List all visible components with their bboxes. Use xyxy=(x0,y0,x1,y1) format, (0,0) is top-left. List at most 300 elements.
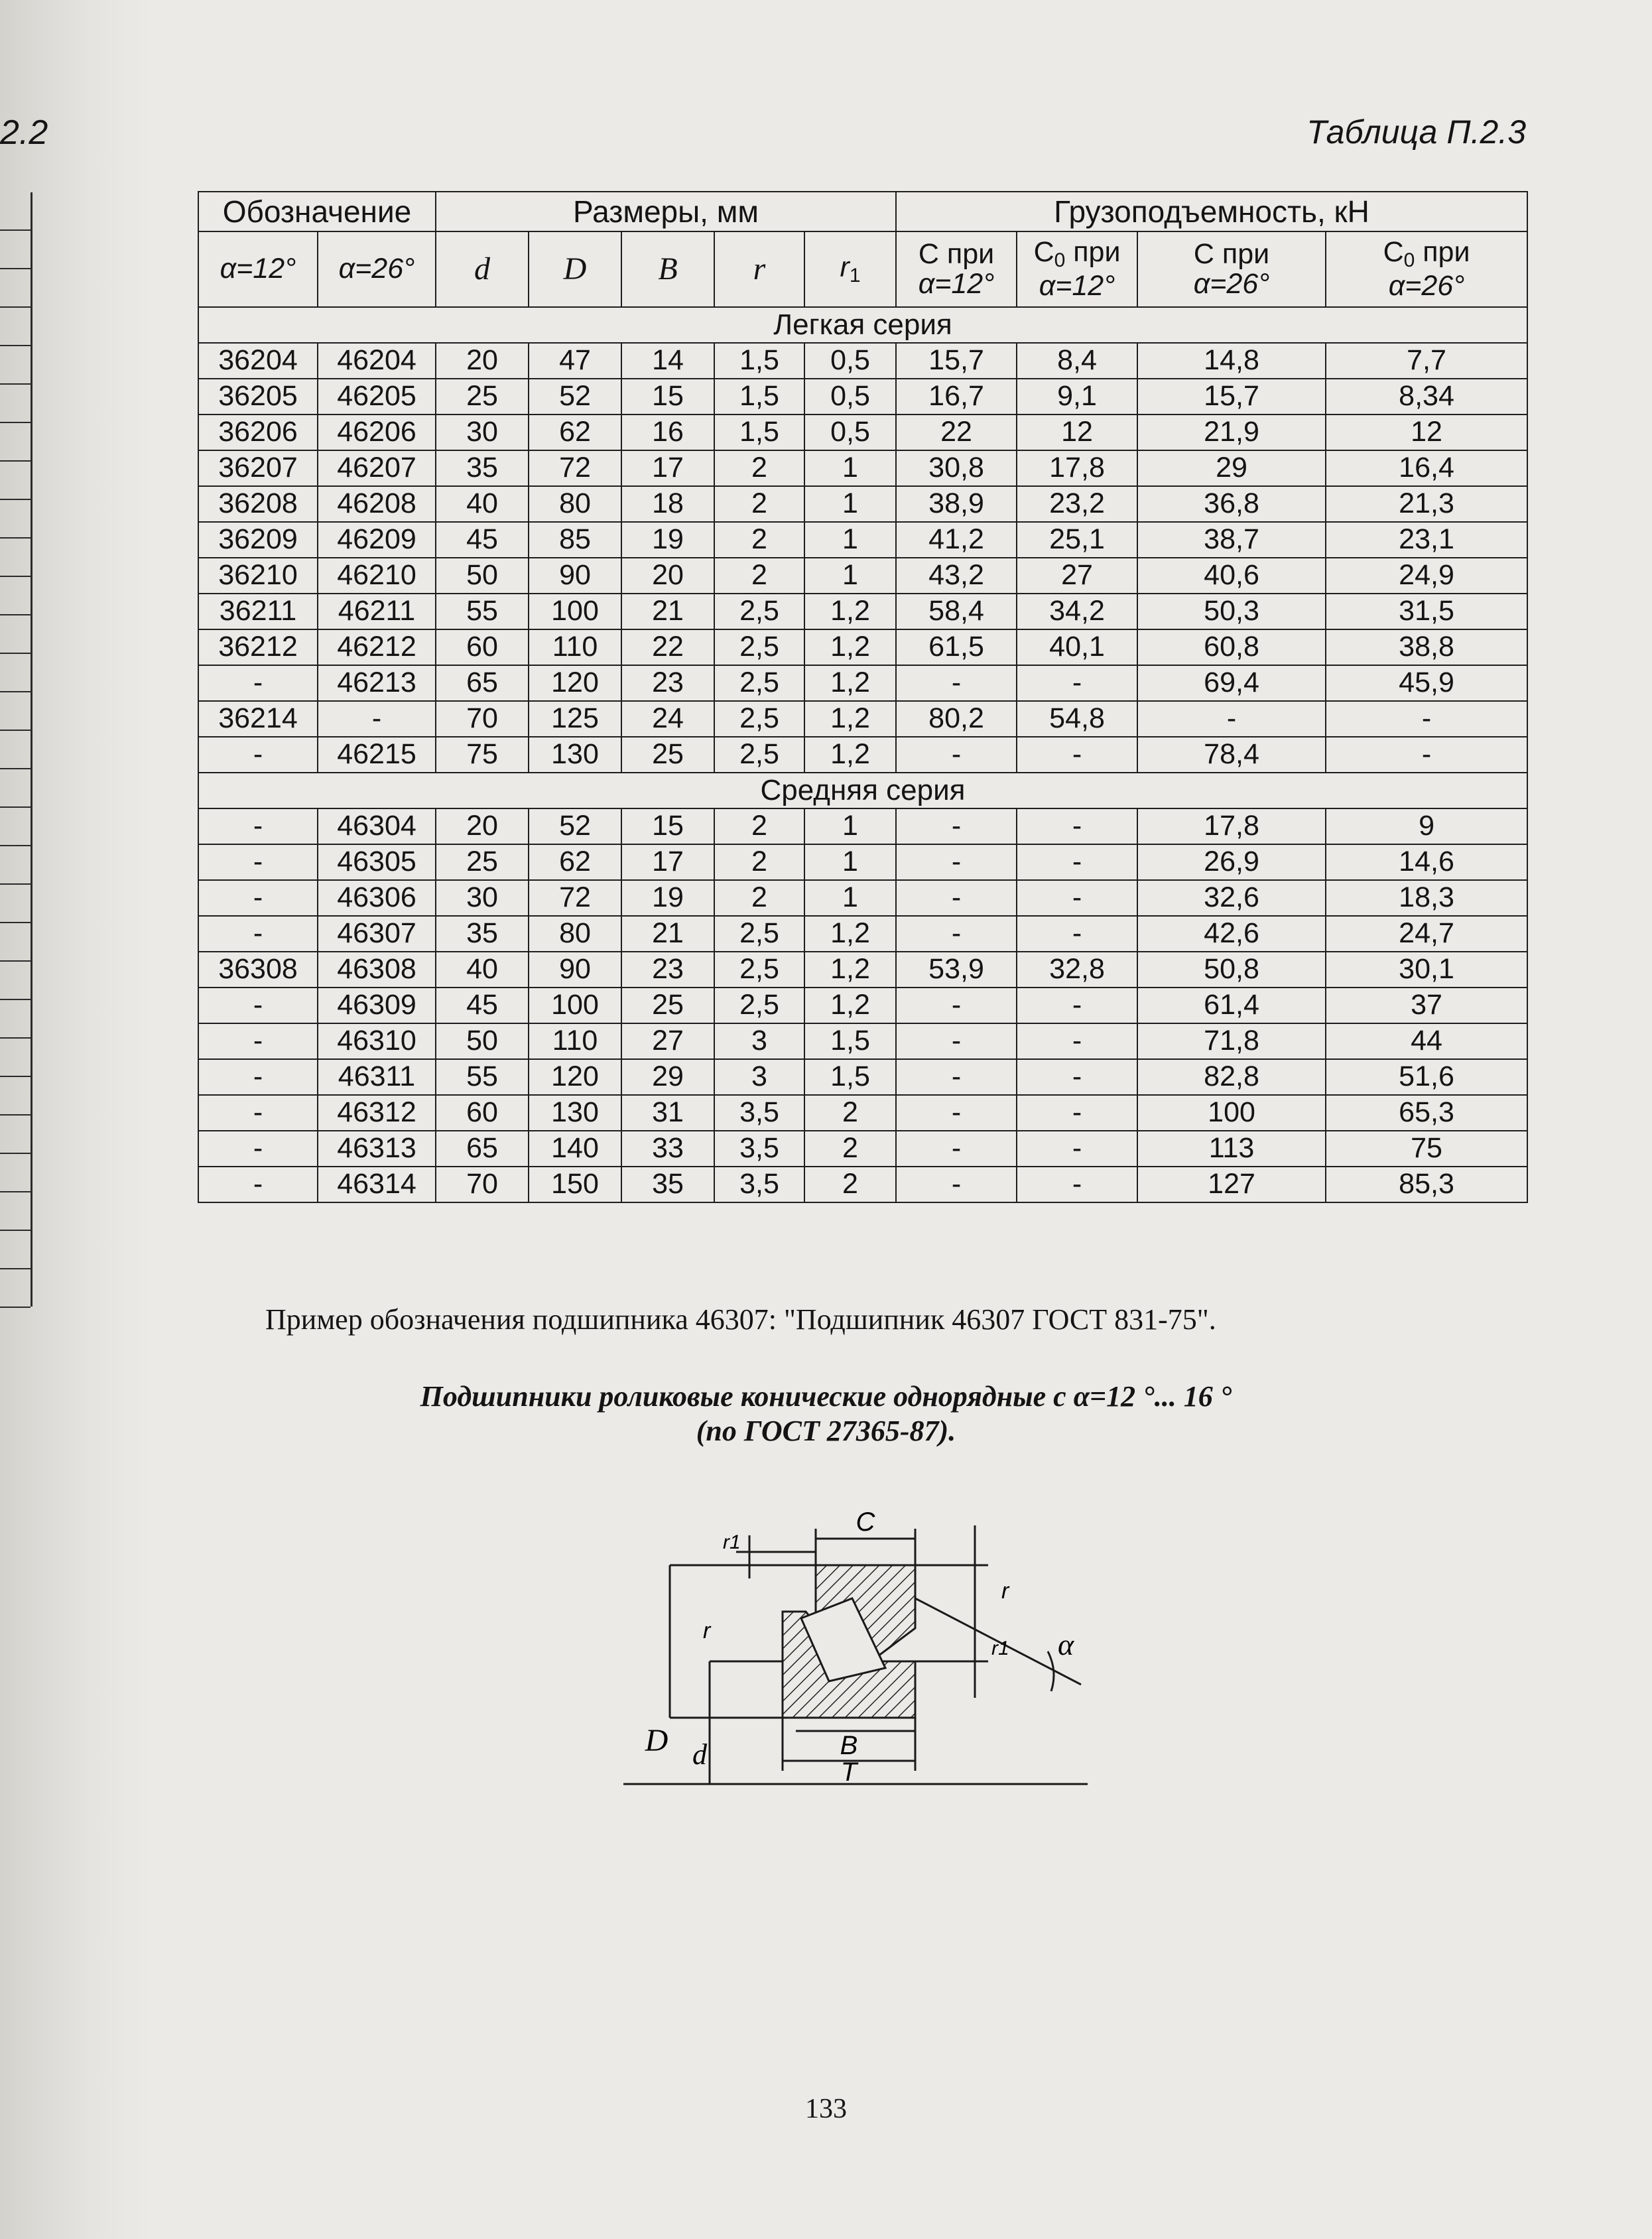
cell-designation-a26: 46204 xyxy=(318,343,436,379)
cell-c-12: - xyxy=(896,1167,1017,1202)
cell-c-26: 40,6 xyxy=(1137,558,1326,594)
previous-page-table-fragment xyxy=(0,192,32,1307)
cell-D: 90 xyxy=(529,952,621,988)
table-row xyxy=(198,1167,1527,1202)
cell-c-26: 26,9 xyxy=(1137,844,1326,880)
cell-c0-26: 7,7 xyxy=(1326,343,1527,379)
cell-c-12: - xyxy=(896,737,1017,773)
cell-r: 2 xyxy=(714,844,804,880)
cell-B: 20 xyxy=(621,558,714,594)
cell-r1: 0,5 xyxy=(804,379,896,415)
cell-d: 20 xyxy=(436,343,529,379)
cell-r1: 1 xyxy=(804,522,896,558)
cell-c-26: 50,3 xyxy=(1137,594,1326,629)
diagram-label-r-inner: r xyxy=(703,1618,711,1643)
diagram-label-B: B xyxy=(840,1731,858,1760)
cell-c-12: - xyxy=(896,988,1017,1023)
cell-B: 24 xyxy=(621,701,714,737)
cell-B: 15 xyxy=(621,808,714,844)
cell-B: 21 xyxy=(621,594,714,629)
cell-D: 52 xyxy=(529,808,621,844)
cell-d: 55 xyxy=(436,1059,529,1095)
cell-c-26: 100 xyxy=(1137,1095,1326,1131)
previous-page-label-fragment: 2.2 xyxy=(0,113,48,152)
cell-r: 3 xyxy=(714,1059,804,1095)
cell-designation-a12: 36208 xyxy=(198,486,318,522)
cell-r: 2,5 xyxy=(714,629,804,665)
cell-c0-12: 27 xyxy=(1017,558,1137,594)
cell-B: 25 xyxy=(621,988,714,1023)
table-row xyxy=(198,1095,1527,1131)
table-row xyxy=(198,916,1527,952)
table-row xyxy=(198,522,1527,558)
cell-c0-12: - xyxy=(1017,808,1137,844)
cell-B: 15 xyxy=(621,379,714,415)
cell-c0-12: - xyxy=(1017,1059,1137,1095)
cell-c0-12: 12 xyxy=(1017,415,1137,450)
cell-c-26: 15,7 xyxy=(1137,379,1326,415)
cell-designation-a12: 36206 xyxy=(198,415,318,450)
cell-r1: 1 xyxy=(804,844,896,880)
cell-c-26: - xyxy=(1137,701,1326,737)
cell-c0-26: 51,6 xyxy=(1326,1059,1527,1095)
cell-r1: 1 xyxy=(804,558,896,594)
cell-designation-a26: 46209 xyxy=(318,522,436,558)
cell-B: 25 xyxy=(621,737,714,773)
cell-r1: 0,5 xyxy=(804,343,896,379)
cell-d: 20 xyxy=(436,808,529,844)
cell-c-12: 15,7 xyxy=(896,343,1017,379)
cell-D: 72 xyxy=(529,880,621,916)
cell-c0-12: - xyxy=(1017,1167,1137,1202)
cell-c0-26: 8,34 xyxy=(1326,379,1527,415)
cell-designation-a12: - xyxy=(198,880,318,916)
cell-r: 1,5 xyxy=(714,343,804,379)
table-row xyxy=(198,844,1527,880)
cell-r: 3,5 xyxy=(714,1131,804,1167)
cell-B: 14 xyxy=(621,343,714,379)
cell-B: 18 xyxy=(621,486,714,522)
cell-c-12: - xyxy=(896,665,1017,701)
cell-r: 1,5 xyxy=(714,415,804,450)
table-row xyxy=(198,1131,1527,1167)
designation-example: Пример обозначения подшипника 46307: "Подшипник 46307 ГОСТ 831-75". xyxy=(265,1303,1216,1336)
cell-c0-12: - xyxy=(1017,1095,1137,1131)
cell-d: 30 xyxy=(436,415,529,450)
cell-designation-a26: 46212 xyxy=(318,629,436,665)
cell-d: 65 xyxy=(436,665,529,701)
table-row xyxy=(198,415,1527,450)
cell-designation-a12: 36207 xyxy=(198,450,318,486)
cell-c-12: - xyxy=(896,1023,1017,1059)
cell-designation-a12: - xyxy=(198,737,318,773)
cell-r1: 1,2 xyxy=(804,916,896,952)
cell-d: 45 xyxy=(436,988,529,1023)
cell-D: 130 xyxy=(529,1095,621,1131)
cell-d: 60 xyxy=(436,629,529,665)
diagram-label-D: D xyxy=(645,1723,668,1758)
table-row xyxy=(198,594,1527,629)
table-row xyxy=(198,952,1527,988)
cell-c-12: - xyxy=(896,844,1017,880)
cell-r1: 1 xyxy=(804,486,896,522)
cell-D: 125 xyxy=(529,701,621,737)
cell-c0-12: 34,2 xyxy=(1017,594,1137,629)
cell-B: 21 xyxy=(621,916,714,952)
table-row xyxy=(198,808,1527,844)
cell-c-12: - xyxy=(896,1095,1017,1131)
table-row xyxy=(198,486,1527,522)
col-header-d: d xyxy=(436,231,529,307)
cell-designation-a12: - xyxy=(198,1095,318,1131)
cell-c0-12: - xyxy=(1017,665,1137,701)
cell-designation-a26: 46311 xyxy=(318,1059,436,1095)
cell-c0-12: - xyxy=(1017,1023,1137,1059)
cell-designation-a12: - xyxy=(198,1023,318,1059)
table-row xyxy=(198,665,1527,701)
cell-d: 70 xyxy=(436,701,529,737)
cell-r: 2,5 xyxy=(714,952,804,988)
cell-c-12: - xyxy=(896,916,1017,952)
cell-c0-26: 44 xyxy=(1326,1023,1527,1059)
cell-designation-a12: 36212 xyxy=(198,629,318,665)
cell-designation-a12: 36204 xyxy=(198,343,318,379)
cell-c-12: 58,4 xyxy=(896,594,1017,629)
cell-c0-12: - xyxy=(1017,737,1137,773)
cell-D: 52 xyxy=(529,379,621,415)
cell-d: 40 xyxy=(436,486,529,522)
cell-designation-a26: 46310 xyxy=(318,1023,436,1059)
table-row xyxy=(198,737,1527,773)
cell-c0-26: 24,7 xyxy=(1326,916,1527,952)
cell-designation-a12: - xyxy=(198,916,318,952)
cell-designation-a26: 46306 xyxy=(318,880,436,916)
cell-c0-26: 37 xyxy=(1326,988,1527,1023)
cell-designation-a12: - xyxy=(198,1059,318,1095)
cell-designation-a12: - xyxy=(198,665,318,701)
cell-designation-a26: 46210 xyxy=(318,558,436,594)
cell-c0-26: 12 xyxy=(1326,415,1527,450)
table-caption: Таблица П.2.3 xyxy=(1306,113,1526,151)
cell-d: 25 xyxy=(436,844,529,880)
cell-c-26: 113 xyxy=(1137,1131,1326,1167)
cell-c0-12: - xyxy=(1017,844,1137,880)
table-row xyxy=(198,450,1527,486)
cell-D: 80 xyxy=(529,486,621,522)
cell-c-26: 32,6 xyxy=(1137,880,1326,916)
cell-c0-26: 14,6 xyxy=(1326,844,1527,880)
cell-d: 70 xyxy=(436,1167,529,1202)
cell-r1: 2 xyxy=(804,1167,896,1202)
series-row xyxy=(198,307,1527,343)
cell-r: 2,5 xyxy=(714,988,804,1023)
cell-B: 19 xyxy=(621,522,714,558)
cell-d: 40 xyxy=(436,952,529,988)
cell-D: 80 xyxy=(529,916,621,952)
cell-c-26: 17,8 xyxy=(1137,808,1326,844)
cell-r1: 2 xyxy=(804,1131,896,1167)
cell-B: 17 xyxy=(621,450,714,486)
cell-D: 110 xyxy=(529,1023,621,1059)
cell-r1: 1,2 xyxy=(804,988,896,1023)
series-row xyxy=(198,773,1527,808)
cell-r: 2 xyxy=(714,808,804,844)
cell-c0-26: 85,3 xyxy=(1326,1167,1527,1202)
col-header-c0-12: $С_0$ при α=12° xyxy=(1017,231,1137,307)
cell-r1: 1,2 xyxy=(804,629,896,665)
cell-d: 65 xyxy=(436,1131,529,1167)
cell-c-12: 41,2 xyxy=(896,522,1017,558)
cell-c-12: 61,5 xyxy=(896,629,1017,665)
cell-d: 60 xyxy=(436,1095,529,1131)
cell-r1: 1,5 xyxy=(804,1059,896,1095)
cell-r: 3,5 xyxy=(714,1095,804,1131)
cell-B: 27 xyxy=(621,1023,714,1059)
cell-d: 45 xyxy=(436,522,529,558)
cell-r: 2 xyxy=(714,450,804,486)
section-title-line2: (по ГОСТ 27365-87). xyxy=(696,1415,956,1447)
cell-c-26: 42,6 xyxy=(1137,916,1326,952)
cell-B: 17 xyxy=(621,844,714,880)
cell-c0-26: - xyxy=(1326,737,1527,773)
cell-B: 35 xyxy=(621,1167,714,1202)
cell-c0-26: 18,3 xyxy=(1326,880,1527,916)
table-row xyxy=(198,343,1527,379)
cell-D: 130 xyxy=(529,737,621,773)
cell-c0-12: - xyxy=(1017,1131,1137,1167)
cell-d: 35 xyxy=(436,916,529,952)
cell-designation-a26: 46211 xyxy=(318,594,436,629)
cell-c-12: 22 xyxy=(896,415,1017,450)
cell-B: 23 xyxy=(621,952,714,988)
cell-D: 120 xyxy=(529,1059,621,1095)
page-number: 133 xyxy=(805,2094,847,2124)
cell-D: 47 xyxy=(529,343,621,379)
cell-B: 29 xyxy=(621,1059,714,1095)
cell-c0-12: 8,4 xyxy=(1017,343,1137,379)
cell-r: 2 xyxy=(714,558,804,594)
cell-D: 100 xyxy=(529,988,621,1023)
bearings-table xyxy=(198,191,1528,1203)
cell-d: 35 xyxy=(436,450,529,486)
cell-r: 2,5 xyxy=(714,594,804,629)
cell-d: 50 xyxy=(436,558,529,594)
cell-c0-12: 32,8 xyxy=(1017,952,1137,988)
cell-designation-a26: 46309 xyxy=(318,988,436,1023)
cell-designation-a12: - xyxy=(198,808,318,844)
cell-c-12: 38,9 xyxy=(896,486,1017,522)
cell-c-26: 61,4 xyxy=(1137,988,1326,1023)
cell-r: 2 xyxy=(714,486,804,522)
cell-c-26: 29 xyxy=(1137,450,1326,486)
cell-c0-26: 9 xyxy=(1326,808,1527,844)
cell-r1: 1,5 xyxy=(804,1023,896,1059)
cell-c-12: 53,9 xyxy=(896,952,1017,988)
cell-r: 3 xyxy=(714,1023,804,1059)
cell-designation-a26: 46206 xyxy=(318,415,436,450)
cell-B: 23 xyxy=(621,665,714,701)
cell-c0-26: 21,3 xyxy=(1326,486,1527,522)
cell-designation-a26: 46215 xyxy=(318,737,436,773)
cell-D: 90 xyxy=(529,558,621,594)
series-title: Легкая серия xyxy=(198,307,1527,343)
cell-D: 110 xyxy=(529,629,621,665)
cell-c-12: 30,8 xyxy=(896,450,1017,486)
cell-c-26: 82,8 xyxy=(1137,1059,1326,1095)
bearing-diagram xyxy=(617,1499,1094,1791)
cell-r: 2 xyxy=(714,880,804,916)
cell-c-26: 21,9 xyxy=(1137,415,1326,450)
cell-c-26: 78,4 xyxy=(1137,737,1326,773)
cell-designation-a26: 46205 xyxy=(318,379,436,415)
col-header-c-12: С при α=12° xyxy=(896,231,1017,307)
cell-B: 22 xyxy=(621,629,714,665)
cell-r1: 1 xyxy=(804,808,896,844)
cell-designation-a12: 36210 xyxy=(198,558,318,594)
cell-c0-26: 31,5 xyxy=(1326,594,1527,629)
cell-designation-a12: 36211 xyxy=(198,594,318,629)
col-header-c-26: С при α=26° xyxy=(1137,231,1326,307)
cell-c-26: 38,7 xyxy=(1137,522,1326,558)
diagram-label-C: C xyxy=(856,1507,875,1537)
cell-c0-26: 75 xyxy=(1326,1131,1527,1167)
cell-r1: 1,2 xyxy=(804,952,896,988)
cell-c0-12: - xyxy=(1017,880,1137,916)
cell-c-26: 60,8 xyxy=(1137,629,1326,665)
cell-d: 75 xyxy=(436,737,529,773)
cell-designation-a26: 46304 xyxy=(318,808,436,844)
cell-c-12: - xyxy=(896,808,1017,844)
cell-r1: 1,2 xyxy=(804,665,896,701)
cell-designation-a26: 46308 xyxy=(318,952,436,988)
table-row xyxy=(198,379,1527,415)
cell-r1: 0,5 xyxy=(804,415,896,450)
cell-c-12: - xyxy=(896,1059,1017,1095)
cell-c0-26: 65,3 xyxy=(1326,1095,1527,1131)
table-row xyxy=(198,701,1527,737)
cell-c0-26: 45,9 xyxy=(1326,665,1527,701)
diagram-label-alpha: α xyxy=(1058,1628,1074,1661)
cell-designation-a12: - xyxy=(198,844,318,880)
cell-c0-12: 17,8 xyxy=(1017,450,1137,486)
cell-B: 16 xyxy=(621,415,714,450)
cell-designation-a12: 36209 xyxy=(198,522,318,558)
table-row xyxy=(198,988,1527,1023)
diagram-label-r: r xyxy=(1001,1578,1009,1604)
col-header-c0-26: $С_0$ при α=26° xyxy=(1326,231,1527,307)
cell-D: 140 xyxy=(529,1131,621,1167)
diagram-label-d: d xyxy=(692,1738,707,1771)
table-row xyxy=(198,629,1527,665)
dimensions-header: Размеры, мм xyxy=(436,192,896,231)
cell-c0-26: 30,1 xyxy=(1326,952,1527,988)
cell-c-12: 16,7 xyxy=(896,379,1017,415)
cell-designation-a12: - xyxy=(198,988,318,1023)
cell-c-26: 14,8 xyxy=(1137,343,1326,379)
cell-designation-a26: 46312 xyxy=(318,1095,436,1131)
cell-c-12: 43,2 xyxy=(896,558,1017,594)
cell-designation-a26: 46314 xyxy=(318,1167,436,1202)
cell-designation-a26: 46313 xyxy=(318,1131,436,1167)
diagram-label-r1-right: r1 xyxy=(991,1637,1009,1659)
cell-c0-26: 16,4 xyxy=(1326,450,1527,486)
cell-D: 72 xyxy=(529,450,621,486)
diagram-label-r1-top: r1 xyxy=(723,1531,741,1553)
cell-designation-a12: - xyxy=(198,1167,318,1202)
cell-r1: 1,2 xyxy=(804,701,896,737)
cell-d: 30 xyxy=(436,880,529,916)
cell-B: 31 xyxy=(621,1095,714,1131)
cell-c-26: 127 xyxy=(1137,1167,1326,1202)
cell-designation-a26: - xyxy=(318,701,436,737)
cell-c0-12: 54,8 xyxy=(1017,701,1137,737)
table-row xyxy=(198,1059,1527,1095)
cell-c0-12: 9,1 xyxy=(1017,379,1137,415)
cell-designation-a26: 46305 xyxy=(318,844,436,880)
cell-c0-12: 25,1 xyxy=(1017,522,1137,558)
cell-c-12: - xyxy=(896,880,1017,916)
cell-c-26: 50,8 xyxy=(1137,952,1326,988)
cell-B: 19 xyxy=(621,880,714,916)
cell-r: 2 xyxy=(714,522,804,558)
cell-c0-12: 40,1 xyxy=(1017,629,1137,665)
cell-r1: 1,2 xyxy=(804,737,896,773)
cell-r1: 1,2 xyxy=(804,594,896,629)
cell-r: 2,5 xyxy=(714,737,804,773)
cell-designation-a12: 36205 xyxy=(198,379,318,415)
cell-D: 85 xyxy=(529,522,621,558)
cell-D: 150 xyxy=(529,1167,621,1202)
col-header-B: B xyxy=(621,231,714,307)
cell-d: 25 xyxy=(436,379,529,415)
cell-c0-26: 23,1 xyxy=(1326,522,1527,558)
col-header-r1: $r_1$ xyxy=(804,231,896,307)
cell-D: 100 xyxy=(529,594,621,629)
load-capacity-header: Грузоподъемность, кН xyxy=(896,192,1527,231)
cell-designation-a26: 46307 xyxy=(318,916,436,952)
cell-c-26: 36,8 xyxy=(1137,486,1326,522)
cell-c0-12: - xyxy=(1017,916,1137,952)
cell-D: 62 xyxy=(529,415,621,450)
cell-d: 55 xyxy=(436,594,529,629)
cell-designation-a12: 36214 xyxy=(198,701,318,737)
cell-c0-12: 23,2 xyxy=(1017,486,1137,522)
cell-d: 50 xyxy=(436,1023,529,1059)
cell-c0-26: 24,9 xyxy=(1326,558,1527,594)
cell-c0-12: - xyxy=(1017,988,1137,1023)
cell-r1: 2 xyxy=(804,1095,896,1131)
diagram-label-T: T xyxy=(840,1758,858,1787)
cell-designation-a26: 46207 xyxy=(318,450,436,486)
cell-c-26: 71,8 xyxy=(1137,1023,1326,1059)
table-row xyxy=(198,558,1527,594)
cell-c0-26: 38,8 xyxy=(1326,629,1527,665)
cell-designation-a12: - xyxy=(198,1131,318,1167)
col-header-r: r xyxy=(714,231,804,307)
cell-designation-a12: 36308 xyxy=(198,952,318,988)
cell-r1: 1 xyxy=(804,880,896,916)
cell-r: 3,5 xyxy=(714,1167,804,1202)
designation-header: Обозначение xyxy=(198,192,436,231)
cell-r: 2,5 xyxy=(714,701,804,737)
col-header-alpha-26: α=26° xyxy=(318,231,436,307)
cell-r: 2,5 xyxy=(714,916,804,952)
section-title-line1: Подшипники роликовые конические однорядные с α=12 °... 16 ° xyxy=(420,1380,1232,1413)
cell-B: 33 xyxy=(621,1131,714,1167)
cell-designation-a26: 46213 xyxy=(318,665,436,701)
cell-r: 2,5 xyxy=(714,665,804,701)
cell-D: 120 xyxy=(529,665,621,701)
